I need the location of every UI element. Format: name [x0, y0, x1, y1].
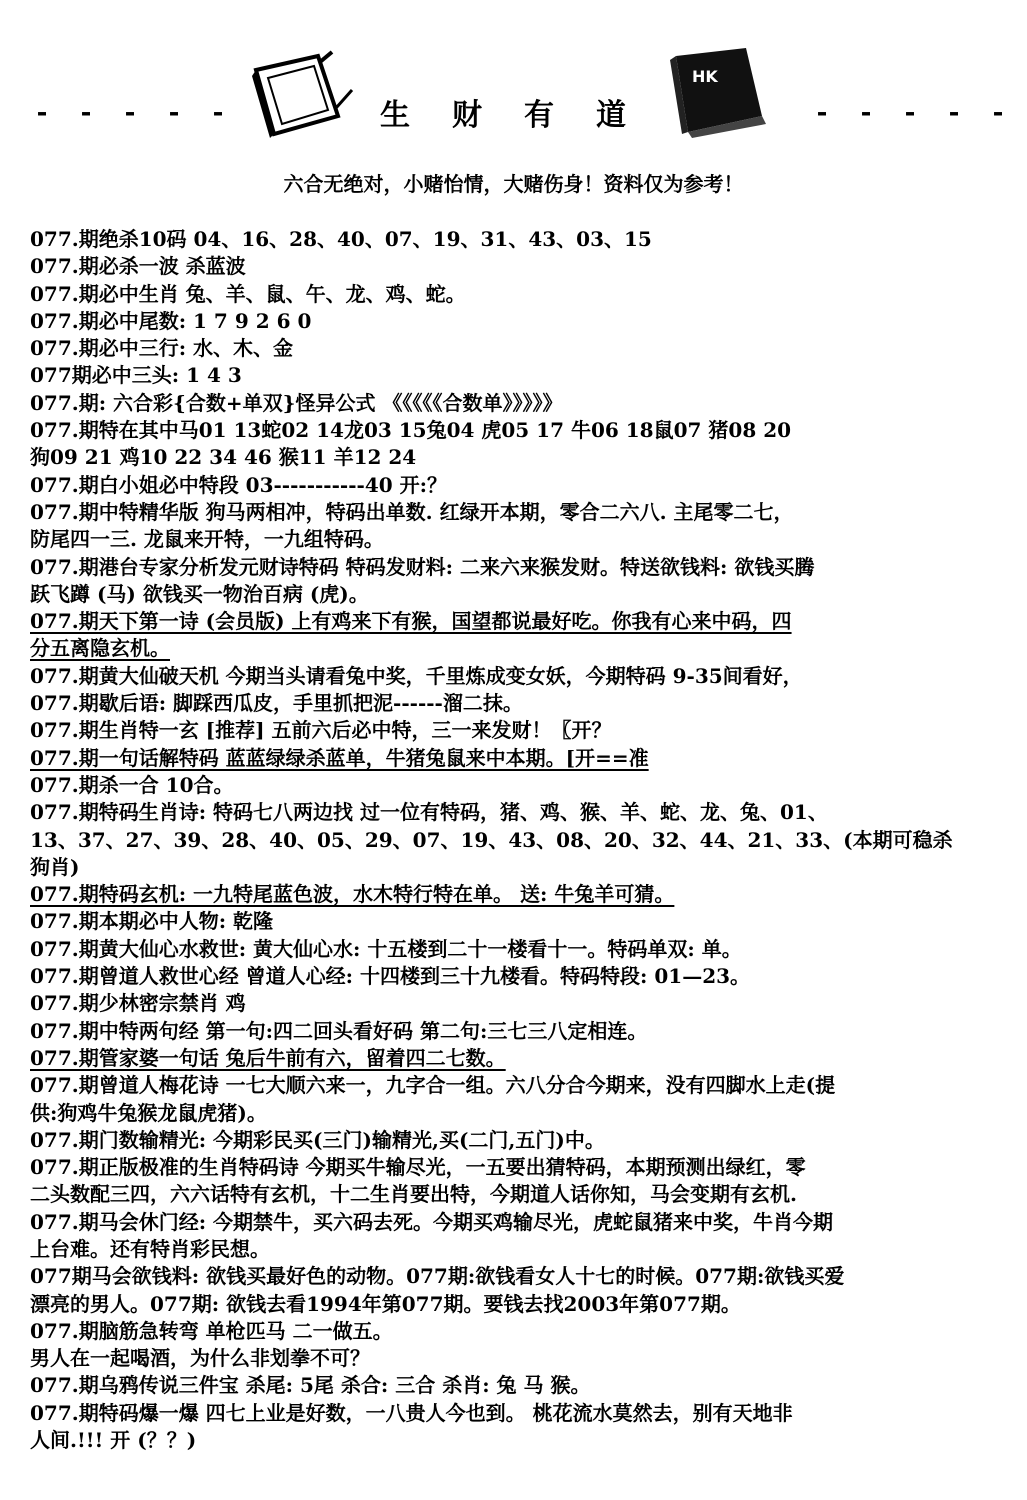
text-line: 077.期天下第一诗 (会员版) 上有鸡来下有猴，国望都说最好吃。你我有心来中码，四: [30, 609, 792, 634]
text-line: 077.期黄大仙破天机 今期当头请看兔中奖，千里炼成变女妖，今期特码 9-35间看好，: [30, 663, 803, 688]
title-char: 道: [596, 98, 626, 133]
text-line: 077.期生肖特一玄 [推荐] 五前六后必中特，三一来发财！〖开？: [30, 718, 612, 743]
text-line: 077.期特在其中马01 13蛇02 14龙03 15兔04 虎05 17 牛06 18鼠07 猪08 20: [30, 418, 792, 443]
text-line: 男人在一起喝酒，为什么非划拳不可？: [30, 1346, 370, 1371]
text-line: 分五离隐玄机。: [30, 636, 170, 661]
text-line: 077.期必中生肖 兔、羊、鼠、午、龙、鸡、蛇。: [30, 281, 466, 306]
disclaimer: 六合无绝对，小赌怡情，大赌伤身！资料仅为参考！: [283, 172, 744, 196]
text-line: 077.期必杀一波 杀蓝波: [30, 254, 246, 279]
dash: -: [992, 98, 1004, 128]
text-line: 077.期一句话解特码 蓝蓝绿绿杀蓝单，牛猪兔鼠来中本期。[开==准: [30, 745, 649, 770]
text-line: 077.期中特精华版 狗马两相冲，特码出单数. 红绿开本期，零合二六八. 主尾零二七，: [30, 499, 794, 524]
text-line: 077.期歇后语: 脚踩西瓜皮，手里抓把泥------溜二抹。: [30, 691, 523, 716]
text-line: 狗09 21 鸡10 22 34 46 猴11 羊12 24: [30, 445, 417, 470]
text-line: 漂亮的男人。077期: 欲钱去看1994年第077期。要钱去找2003年第077期。: [30, 1291, 741, 1316]
text-line: 077.期港台专家分析发元财诗特码 特码发财料: 二来六来猴发财。特送欲钱料: 欲钱买腾: [30, 554, 815, 579]
text-line: 077.期门数输精光: 今期彩民买(三门)输精光,买(二门,五门)中。: [30, 1127, 605, 1152]
text-line: 077.期特码爆一爆 四七上业是好数，一八贵人今也到。 桃花流水莫然去，别有天地非: [30, 1400, 793, 1425]
dash: -: [860, 98, 872, 128]
content-lines: [30, 226, 1005, 1454]
title-char: 有: [524, 98, 554, 133]
text-line: 13、37、27、39、28、40、05、29、07、19、43、08、20、32、44、21、33、(本期可稳杀: [30, 827, 953, 852]
text-line: 077.期白小姐必中特段 03-----------40 开:？: [30, 472, 447, 497]
dash: -: [36, 98, 48, 128]
text-line: 077.期正版极准的生肖特码诗 今期买牛输尽光，一五要出猜特码，本期预测出绿红，零: [30, 1155, 806, 1180]
text-line: 077.期乌鸦传说三件宝 杀尾: 5尾 杀合: 三合 杀肖: 兔 马 猴。: [30, 1373, 591, 1398]
text-line: 077.期特码玄机: 一九特尾蓝色波，水木特行特在单。 送: 牛兔羊可猜。: [30, 882, 675, 907]
closed-book-icon: [666, 46, 776, 138]
dash: -: [124, 98, 136, 128]
text-line: 二头数配三四，六六话特有玄机，十二生肖要出特，今期道人话你知，马会变期有玄机.: [30, 1182, 797, 1207]
text-line: 077.期黄大仙心水救世: 黄大仙心水: 十五楼到二十一楼看十一。特码单双: 单。: [30, 936, 742, 961]
text-line: 上台难。还有特肖彩民想。: [30, 1236, 270, 1261]
text-line: 人间.!!! 开 (？？): [30, 1428, 197, 1453]
text-line: 狗肖): [30, 854, 80, 879]
text-line: 077.期本期必中人物: 乾隆: [30, 909, 274, 934]
dash: -: [212, 98, 224, 128]
text-line: 077.期必中尾数: 1 7 9 2 6 0: [30, 308, 312, 333]
text-line: 供:狗鸡牛兔猴龙鼠虎猪)。: [30, 1100, 267, 1125]
title-char: 财: [452, 98, 482, 133]
dash: -: [168, 98, 180, 128]
book-label: HK: [692, 67, 718, 86]
text-line: 077期马会欲钱料: 欲钱买最好色的动物。077期:欲钱看女人十七的时候。077期:欲钱买爱: [30, 1264, 845, 1289]
text-line: 077.期必中三行: 水、木、金: [30, 336, 294, 361]
title-char: 生: [380, 98, 410, 133]
text-line: 077.期脑筋急转弯 单枪匹马 二一做五。: [30, 1318, 393, 1343]
left-dash-row: [20, 98, 240, 128]
book-icon: [248, 48, 358, 138]
text-line: 跃飞蹲 (马) 欲钱买一物治百病 (虎)。: [30, 581, 369, 606]
text-line: 077.期曾道人救世心经 曾道人心经: 十四楼到三十九楼看。特码特段: 01—23。: [30, 964, 751, 989]
text-line: 077.期中特两句经 第一句:四二回头看好码 第二句:三七三八定相连。: [30, 1018, 648, 1043]
text-line: 077.期杀一合 10合。: [30, 772, 234, 797]
header: [0, 40, 1027, 150]
text-line: 077.期绝杀10码 04、16、28、40、07、19、31、43、03、15: [30, 227, 652, 251]
text-line: 077.期曾道人梅花诗 一七大顺六来一，九字合一组。六八分合今期来，没有四脚水上走(提: [30, 1073, 836, 1098]
dash: -: [816, 98, 828, 128]
dash: -: [948, 98, 960, 128]
text-line: 077.期管家婆一句话 兔后牛前有六，留着四二七数。: [30, 1045, 506, 1070]
dash: -: [80, 98, 92, 128]
text-line: 077.期马会休门经: 今期禁牛，买六码去死。今期买鸡输尽光，虎蛇鼠猪来中奖，牛肖今期: [30, 1209, 834, 1234]
dash: -: [904, 98, 916, 128]
text-line: 防尾四一三. 龙鼠来开特，一九组特码。: [30, 527, 384, 552]
right-dash-row: [800, 98, 1020, 128]
text-line: 077期必中三头: 1 4 3: [30, 363, 242, 388]
text-line: 077.期: 六合彩{合数+单双}怪异公式 《《《《《合数单》》》》》: [30, 390, 563, 415]
text-line: 077.期少林密宗禁肖 鸡: [30, 991, 246, 1016]
page-title: [380, 90, 668, 134]
text-line: 077.期特码生肖诗: 特码七八两边找 过一位有特码，猪、鸡、猴、羊、蛇、龙、兔、01、: [30, 800, 828, 825]
